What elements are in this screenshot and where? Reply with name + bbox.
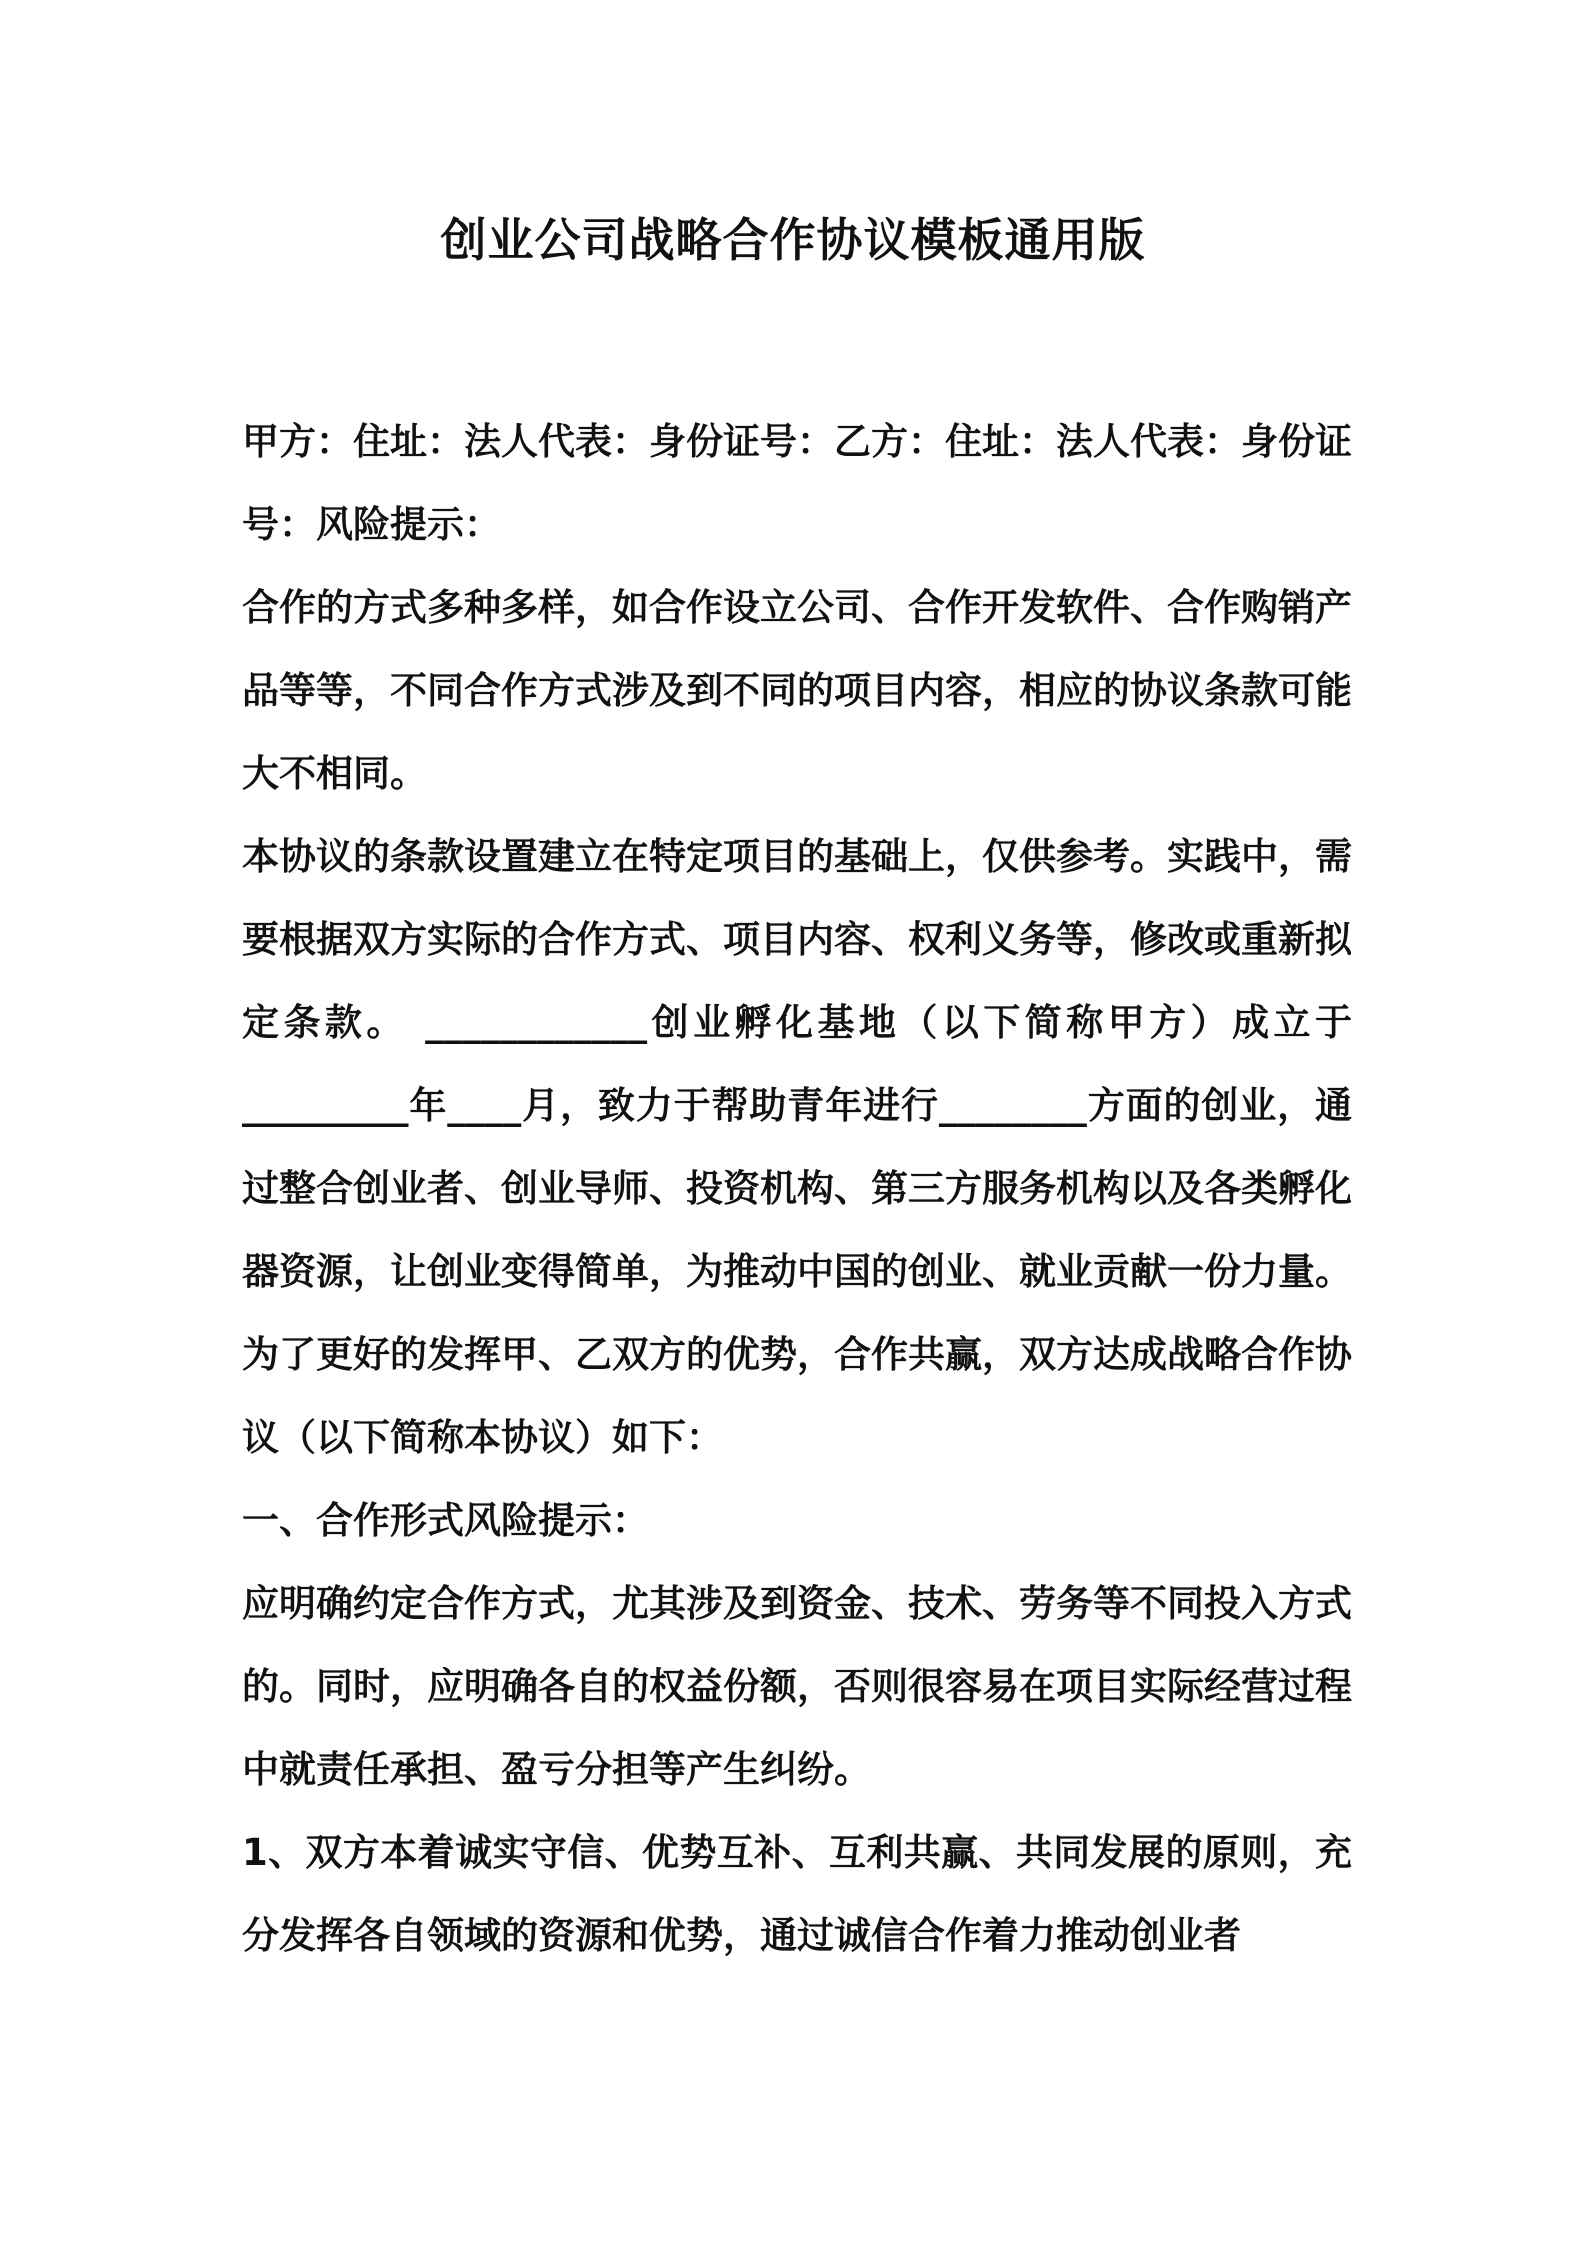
parties-paragraph: 甲方：住址：法人代表：身份证号：乙方：住址：法人代表：身份证号：风险提示： [242, 420, 1352, 546]
clause-1-paragraph: 1、双方本着诚实守信、优势互补、互利共赢、共同发展的原则，充分发挥各自领域的资源和优势，通过诚信合作着力推动创业者 [242, 1831, 1352, 1957]
section-heading-cooperation-form: 一、合作形式风险提示： [242, 1499, 649, 1542]
document-title: 创业公司战略合作协议模板通用版 [440, 213, 1146, 267]
document-body [242, 400, 1352, 1977]
cooperation-methods-paragraph: 合作的方式多种多样，如合作设立公司、合作开发软件、合作购销产品等等，不同合作方式涉及到不同的项目内容，相应的协议条款可能大不相同。 [242, 586, 1352, 795]
cooperation-form-risk-paragraph: 应明确约定合作方式，尤其涉及到资金、技术、劳务等不同投入方式的。同时，应明确各自的权益份额，否则很容易在项目实际经营过程中就责任承担、盈亏分担等产生纠纷。 [242, 1582, 1352, 1791]
agreement-basis-paragraph: 本协议的条款设置建立在特定项目的基础上，仅供参考。实践中，需要根据双方实际的合作方式、项目内容、权利义务等，修改或重新拟定条款。 ____________创业孵化基地（以下简称甲方）成立于_________年____月，致力于帮助青年进行________方面的创业，通过整合创业者、创业导师、投资机构、第三方服务机构以及各类孵化器资源，让创业变得简单，为推动中国的创业、就业贡献一份力量。为了更好的发挥甲、乙双方的优势，合作共赢，双方达成战略合作协议（以下简称本协议）如下： [242, 835, 1352, 1459]
